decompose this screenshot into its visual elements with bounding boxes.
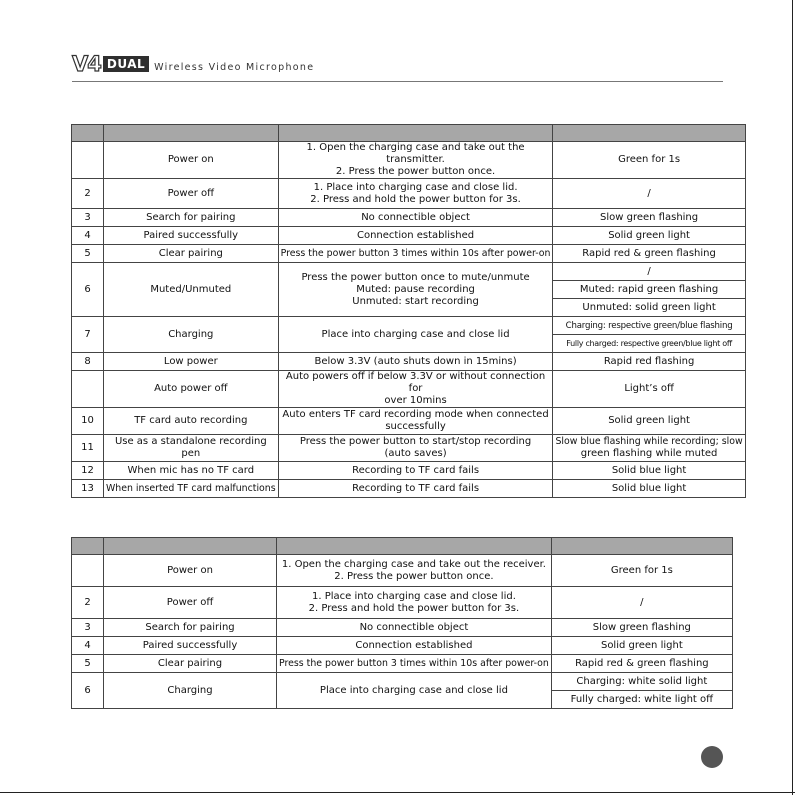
- row-status: Charging: white solid light: [551, 673, 732, 691]
- row-number: [72, 555, 104, 587]
- header-cell-operation: [277, 538, 552, 555]
- table-row: [72, 245, 746, 263]
- row-operation: [277, 555, 552, 587]
- row-function: Charging: [104, 317, 279, 353]
- row-operation: [278, 371, 553, 408]
- header-cell-function: [104, 125, 279, 142]
- row-function: When mic has no TF card: [104, 462, 279, 480]
- row-function: When inserted TF card malfunctions: [104, 480, 279, 498]
- row-number: 10: [72, 408, 104, 435]
- table-row: [72, 353, 746, 371]
- header-divider: [72, 81, 723, 82]
- row-number: 8: [72, 353, 104, 371]
- row-operation: No connectible object: [278, 209, 553, 227]
- row-status: Fully charged: white light off: [551, 691, 732, 709]
- row-function: Clear pairing: [104, 245, 279, 263]
- table-row: [72, 227, 746, 245]
- table-row: [72, 263, 746, 281]
- page-border-bottom: [0, 792, 795, 793]
- row-number: 7: [72, 317, 104, 353]
- operation-line: Press the power button to start/stop recording: [299, 436, 532, 447]
- row-operation: Press the power button 3 times within 10s after power-on: [277, 655, 552, 673]
- table-row: [72, 673, 733, 691]
- row-function: Clear pairing: [104, 655, 277, 673]
- row-status: Unmuted: solid green light: [553, 299, 745, 317]
- header-cell-status: [553, 125, 745, 142]
- row-number: 13: [72, 480, 104, 498]
- header-cell-no: [72, 125, 104, 142]
- row-operation: Place into charging case and close lid: [277, 673, 552, 709]
- table-header-row: [72, 125, 746, 142]
- row-number: 3: [72, 619, 104, 637]
- row-function: Muted/Unmuted: [104, 263, 279, 317]
- operation-line: 2. Press and hold the power button for 3s.: [310, 193, 521, 205]
- row-number: 4: [72, 227, 104, 245]
- page-header: [72, 52, 314, 74]
- brand-badge: DUAL: [103, 56, 149, 72]
- row-status: Solid green light: [551, 637, 732, 655]
- header-cell-function: [104, 538, 277, 555]
- row-status: Fully charged: respective green/blue light off: [553, 335, 745, 353]
- operation-line: Auto enters TF card recording mode when connected: [282, 409, 549, 420]
- header-cell-status: [551, 538, 732, 555]
- operation-line: Unmuted: start recording: [352, 295, 479, 307]
- row-operation: Connection established: [278, 227, 553, 245]
- status-line: green flashing while muted: [580, 448, 718, 459]
- row-operation: No connectible object: [277, 619, 552, 637]
- row-number: 6: [72, 263, 104, 317]
- product-subtitle: Wireless Video Microphone: [154, 62, 315, 73]
- row-status: Solid blue light: [553, 480, 745, 498]
- row-operation: [278, 142, 553, 179]
- row-function: Use as a standalone recording pen: [104, 435, 279, 462]
- table-header-row: [72, 538, 733, 555]
- row-operation: [278, 179, 553, 209]
- operation-line: Muted: pause recording: [356, 283, 475, 295]
- row-function: Search for pairing: [104, 209, 279, 227]
- row-operation: [278, 408, 553, 435]
- row-function: Low power: [104, 353, 279, 371]
- table-row: [72, 619, 733, 637]
- row-function: Power off: [104, 587, 277, 619]
- table-row: [72, 142, 746, 179]
- row-function: Auto power off: [104, 371, 279, 408]
- row-operation: Connection established: [277, 637, 552, 655]
- row-status: Muted: rapid green flashing: [553, 281, 745, 299]
- row-function: Power off: [104, 179, 279, 209]
- row-function: Paired successfully: [104, 637, 277, 655]
- row-number: 11: [72, 435, 104, 462]
- row-status: /: [553, 263, 745, 281]
- row-number: 3: [72, 209, 104, 227]
- operation-line: 1. Open the charging case and take out the receiver.: [281, 558, 546, 570]
- row-status: Light’s off: [553, 371, 745, 408]
- row-function: Paired successfully: [104, 227, 279, 245]
- row-function: Search for pairing: [104, 619, 277, 637]
- table-row: [72, 317, 746, 335]
- table-row: [72, 555, 733, 587]
- row-status: /: [553, 179, 745, 209]
- row-status: Rapid red flashing: [553, 353, 745, 371]
- row-status: Charging: respective green/blue flashing: [553, 317, 745, 335]
- row-status: Rapid red & green flashing: [553, 245, 745, 263]
- operation-line: (auto saves): [384, 448, 447, 459]
- operation-line: 1. Place into charging case and close lid.: [311, 590, 516, 602]
- row-status: Solid green light: [553, 227, 745, 245]
- row-operation: [278, 263, 553, 317]
- operation-line: 2. Press the power button once.: [334, 570, 494, 582]
- row-number: 6: [72, 673, 104, 709]
- brand-logo: V4: [72, 52, 101, 76]
- operation-line: 2. Press and hold the power button for 3s.: [308, 602, 520, 614]
- table-row: [72, 179, 746, 209]
- row-number: 4: [72, 637, 104, 655]
- row-operation: [277, 587, 552, 619]
- operation-line: 1. Place into charging case and close lid.: [313, 181, 518, 193]
- row-function: TF card auto recording: [104, 408, 279, 435]
- row-operation: Recording to TF card fails: [278, 480, 553, 498]
- row-operation: Press the power button 3 times within 10s after power-on: [278, 245, 553, 263]
- row-number: [72, 371, 104, 408]
- operation-line: over 10mins: [384, 395, 447, 406]
- row-number: 2: [72, 179, 104, 209]
- row-function: Charging: [104, 673, 277, 709]
- row-status: Slow green flashing: [551, 619, 732, 637]
- operation-line: 1. Open the charging case and take out the transmitter.: [306, 142, 525, 165]
- status-line: Slow blue flashing while recording; slow: [555, 436, 743, 447]
- table-row: [72, 637, 733, 655]
- row-operation: Place into charging case and close lid: [278, 317, 553, 353]
- page-border-right: [792, 0, 793, 795]
- row-status: Rapid red & green flashing: [551, 655, 732, 673]
- table-row: [72, 435, 746, 462]
- row-number: 2: [72, 587, 104, 619]
- row-function: Power on: [104, 142, 279, 179]
- table-row: [72, 371, 746, 408]
- header-cell-no: [72, 538, 104, 555]
- operation-line: 2. Press the power button once.: [335, 166, 496, 177]
- operation-line: Auto powers off if below 3.3V or without connection for: [285, 371, 546, 394]
- row-function: Power on: [104, 555, 277, 587]
- row-number: 5: [72, 245, 104, 263]
- row-number: 5: [72, 655, 104, 673]
- row-status: Green for 1s: [551, 555, 732, 587]
- transmitter-indicator-table: [71, 124, 746, 498]
- row-status: Solid green light: [553, 408, 745, 435]
- table-row: [72, 209, 746, 227]
- row-status: Slow green flashing: [553, 209, 745, 227]
- row-number: 12: [72, 462, 104, 480]
- table-row: [72, 408, 746, 435]
- table-row: [72, 587, 733, 619]
- row-operation: [278, 435, 553, 462]
- row-status: [553, 435, 745, 462]
- row-status: Solid blue light: [553, 462, 745, 480]
- row-status: Green for 1s: [553, 142, 745, 179]
- page-number-dot: [701, 746, 723, 768]
- operation-line: successfully: [385, 421, 446, 432]
- table-row: [72, 480, 746, 498]
- row-operation: Below 3.3V (auto shuts down in 15mins): [278, 353, 553, 371]
- header-cell-operation: [278, 125, 553, 142]
- row-status: /: [551, 587, 732, 619]
- table-row: [72, 655, 733, 673]
- table-row: [72, 462, 746, 480]
- row-operation: Recording to TF card fails: [278, 462, 553, 480]
- operation-line: Press the power button once to mute/unmute: [301, 271, 530, 283]
- row-number: [72, 142, 104, 179]
- receiver-indicator-table: [71, 537, 733, 709]
